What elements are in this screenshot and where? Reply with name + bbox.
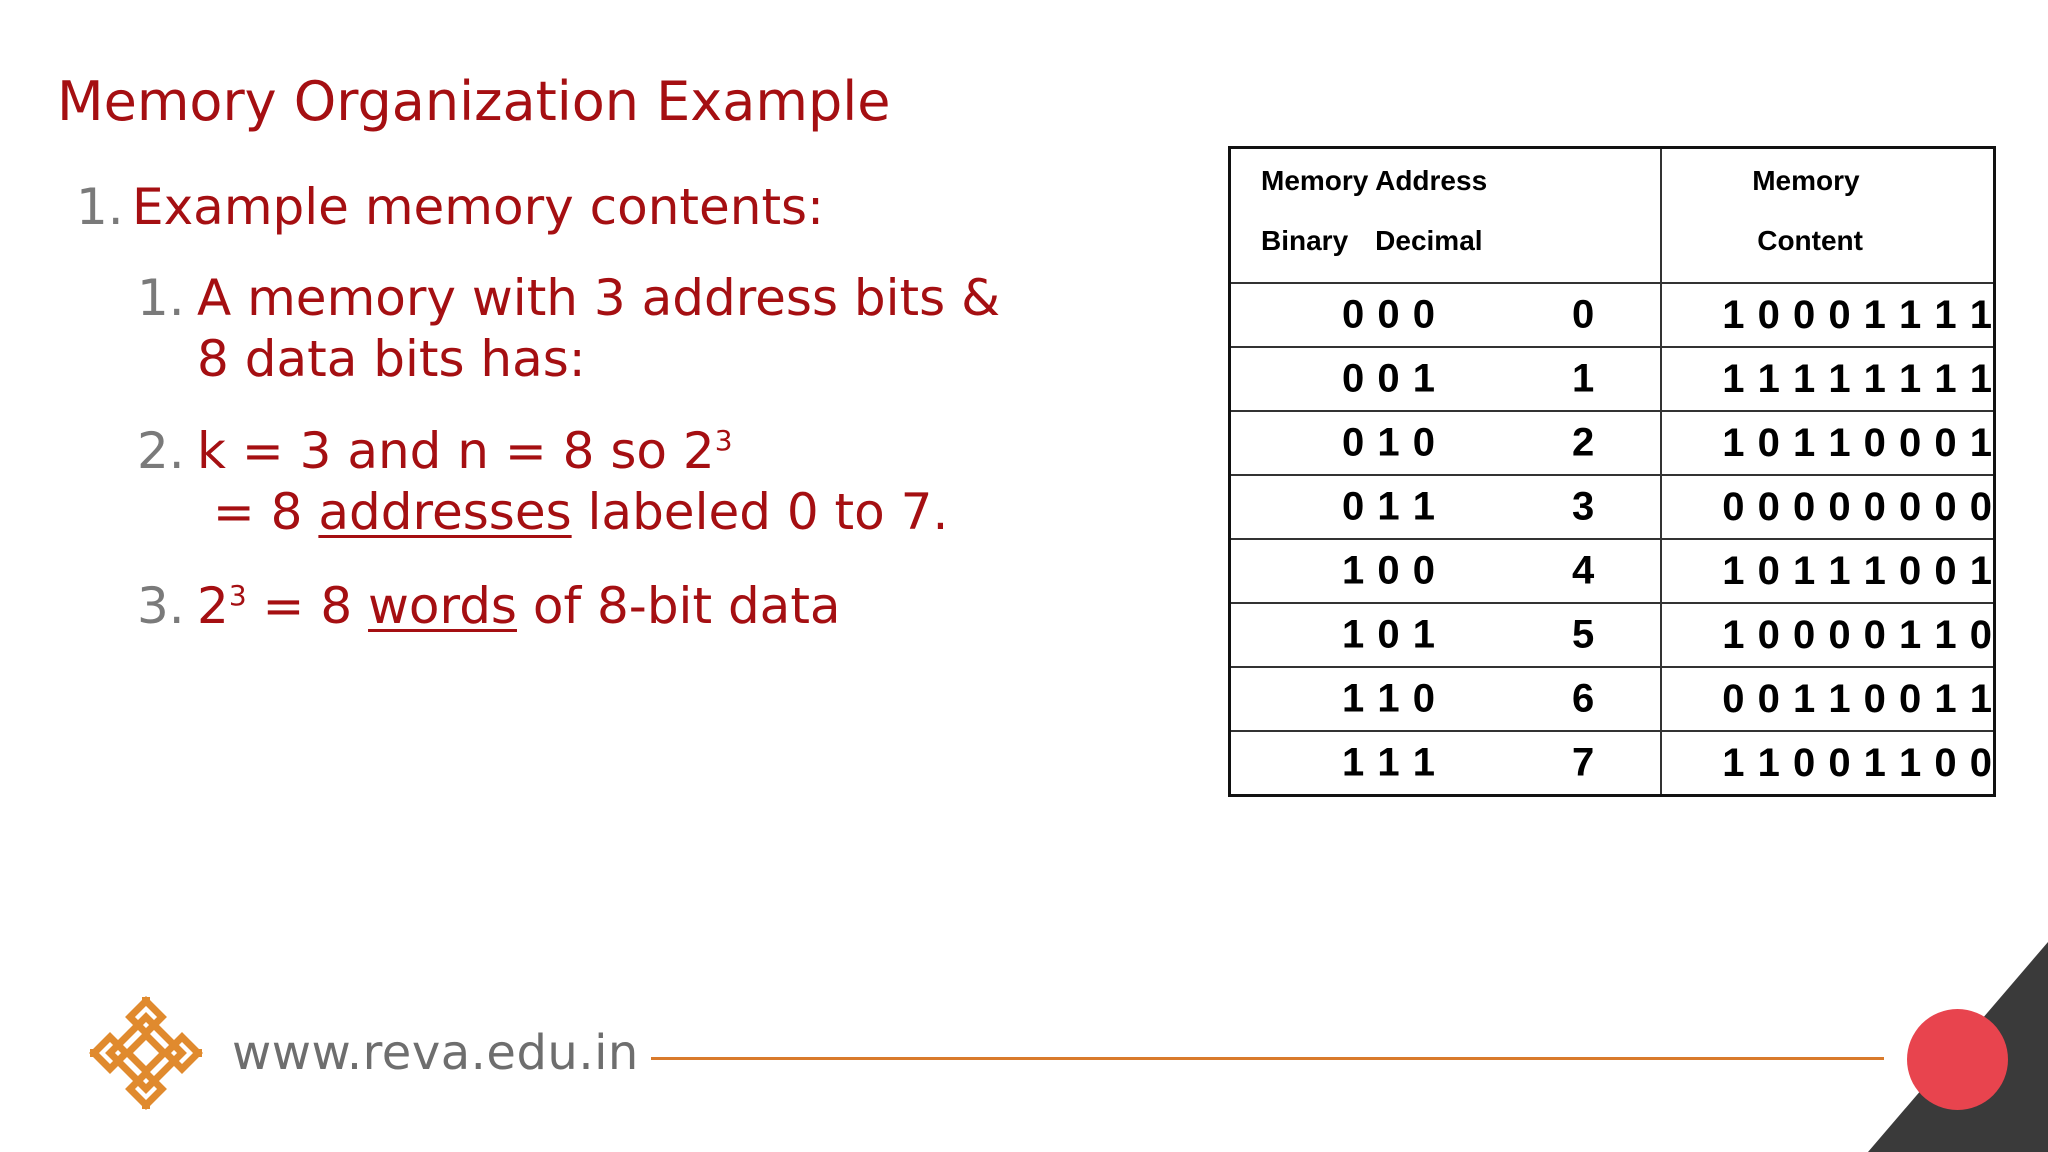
table-row xyxy=(1230,475,1995,539)
decimal-address: 2 xyxy=(1571,420,1595,465)
table-row xyxy=(1230,603,1995,667)
decimal-address: 5 xyxy=(1571,612,1595,657)
address-cell xyxy=(1230,603,1662,667)
bullet-number: 1. xyxy=(137,269,185,327)
underlined-term: addresses xyxy=(318,483,572,541)
text-part: 2 xyxy=(197,577,229,635)
text-part: = 8 xyxy=(246,577,369,635)
bullet-text: Example memory contents: xyxy=(132,178,824,236)
memory-table xyxy=(1228,146,1996,797)
binary-address: 0 0 0 xyxy=(1342,292,1436,337)
content-header-line1: Memory xyxy=(1752,165,1860,196)
memory-content-cell: 1 0 0 0 0 1 1 0 xyxy=(1661,603,1994,667)
content-header-line2: Content xyxy=(1757,225,1863,256)
bullet-number: 3. xyxy=(137,577,185,635)
address-cell xyxy=(1230,731,1662,796)
decimal-address: 0 xyxy=(1571,292,1595,337)
binary-address: 1 1 0 xyxy=(1342,676,1436,721)
text-part: of 8-bit data xyxy=(516,577,841,635)
bullet-memory-bits xyxy=(137,268,1027,390)
memory-content-cell: 0 0 1 1 0 0 1 1 xyxy=(1661,667,1994,731)
address-header-cell xyxy=(1230,148,1662,284)
table-header-row xyxy=(1230,148,1995,284)
memory-content-cell: 1 0 1 1 0 0 0 1 xyxy=(1661,411,1994,475)
bullet-addresses xyxy=(137,421,1047,543)
address-cell xyxy=(1230,667,1662,731)
bullet-text xyxy=(197,576,1057,637)
address-cell xyxy=(1230,347,1662,411)
decimal-address: 6 xyxy=(1571,676,1595,721)
text-part: k = 3 and n = 8 so 2 xyxy=(197,422,715,480)
table-row xyxy=(1230,347,1995,411)
slide-title: Memory Organization Example xyxy=(57,70,891,133)
address-cell xyxy=(1230,411,1662,475)
text-part: = 8 xyxy=(197,483,319,541)
decimal-address: 4 xyxy=(1571,548,1595,593)
bullet-example-contents xyxy=(76,177,824,238)
content-header-cell xyxy=(1661,148,1994,284)
bullet-text: A memory with 3 address bits & 8 data bits has: xyxy=(197,269,1001,388)
footer-divider xyxy=(651,1057,1884,1060)
table-row xyxy=(1230,731,1995,796)
binary-header: Binary xyxy=(1261,225,1349,256)
binary-address: 0 0 1 xyxy=(1342,356,1436,401)
reva-knot-logo-icon xyxy=(86,993,206,1113)
memory-content-cell: 1 1 1 1 1 1 1 1 xyxy=(1661,347,1994,411)
address-subheaders xyxy=(1261,211,1660,271)
bullet-text xyxy=(197,421,1047,543)
memory-content-cell: 1 0 1 1 1 0 0 1 xyxy=(1661,539,1994,603)
bullet-words xyxy=(137,576,1057,637)
binary-address: 0 1 1 xyxy=(1342,484,1436,529)
address-cell xyxy=(1230,539,1662,603)
table-row xyxy=(1230,667,1995,731)
superscript: 3 xyxy=(714,424,733,457)
binary-address: 1 1 1 xyxy=(1342,740,1436,785)
text-part: labeled 0 to 7. xyxy=(571,483,949,541)
decimal-address: 7 xyxy=(1571,740,1595,785)
red-circle-decoration xyxy=(1907,1009,2008,1110)
address-cell xyxy=(1230,283,1662,347)
table-row xyxy=(1230,539,1995,603)
address-header-title: Memory Address xyxy=(1261,165,1488,196)
decimal-address: 3 xyxy=(1571,484,1595,529)
decimal-header: Decimal xyxy=(1375,225,1483,256)
bullet-number: 2. xyxy=(137,422,185,480)
table-row xyxy=(1230,283,1995,347)
underlined-term: words xyxy=(368,577,517,635)
memory-content-cell: 1 0 0 0 1 1 1 1 xyxy=(1661,283,1994,347)
binary-address: 0 1 0 xyxy=(1342,420,1436,465)
superscript: 3 xyxy=(228,579,247,612)
binary-address: 1 0 0 xyxy=(1342,548,1436,593)
memory-content-cell: 0 0 0 0 0 0 0 0 xyxy=(1661,475,1994,539)
bullet-number: 1. xyxy=(76,178,124,236)
footer-url: www.reva.edu.in xyxy=(232,1025,639,1081)
table-row xyxy=(1230,411,1995,475)
memory-content-cell: 1 1 0 0 1 1 0 0 xyxy=(1661,731,1994,796)
binary-address: 1 0 1 xyxy=(1342,612,1436,657)
address-cell xyxy=(1230,475,1662,539)
decimal-address: 1 xyxy=(1571,356,1595,401)
